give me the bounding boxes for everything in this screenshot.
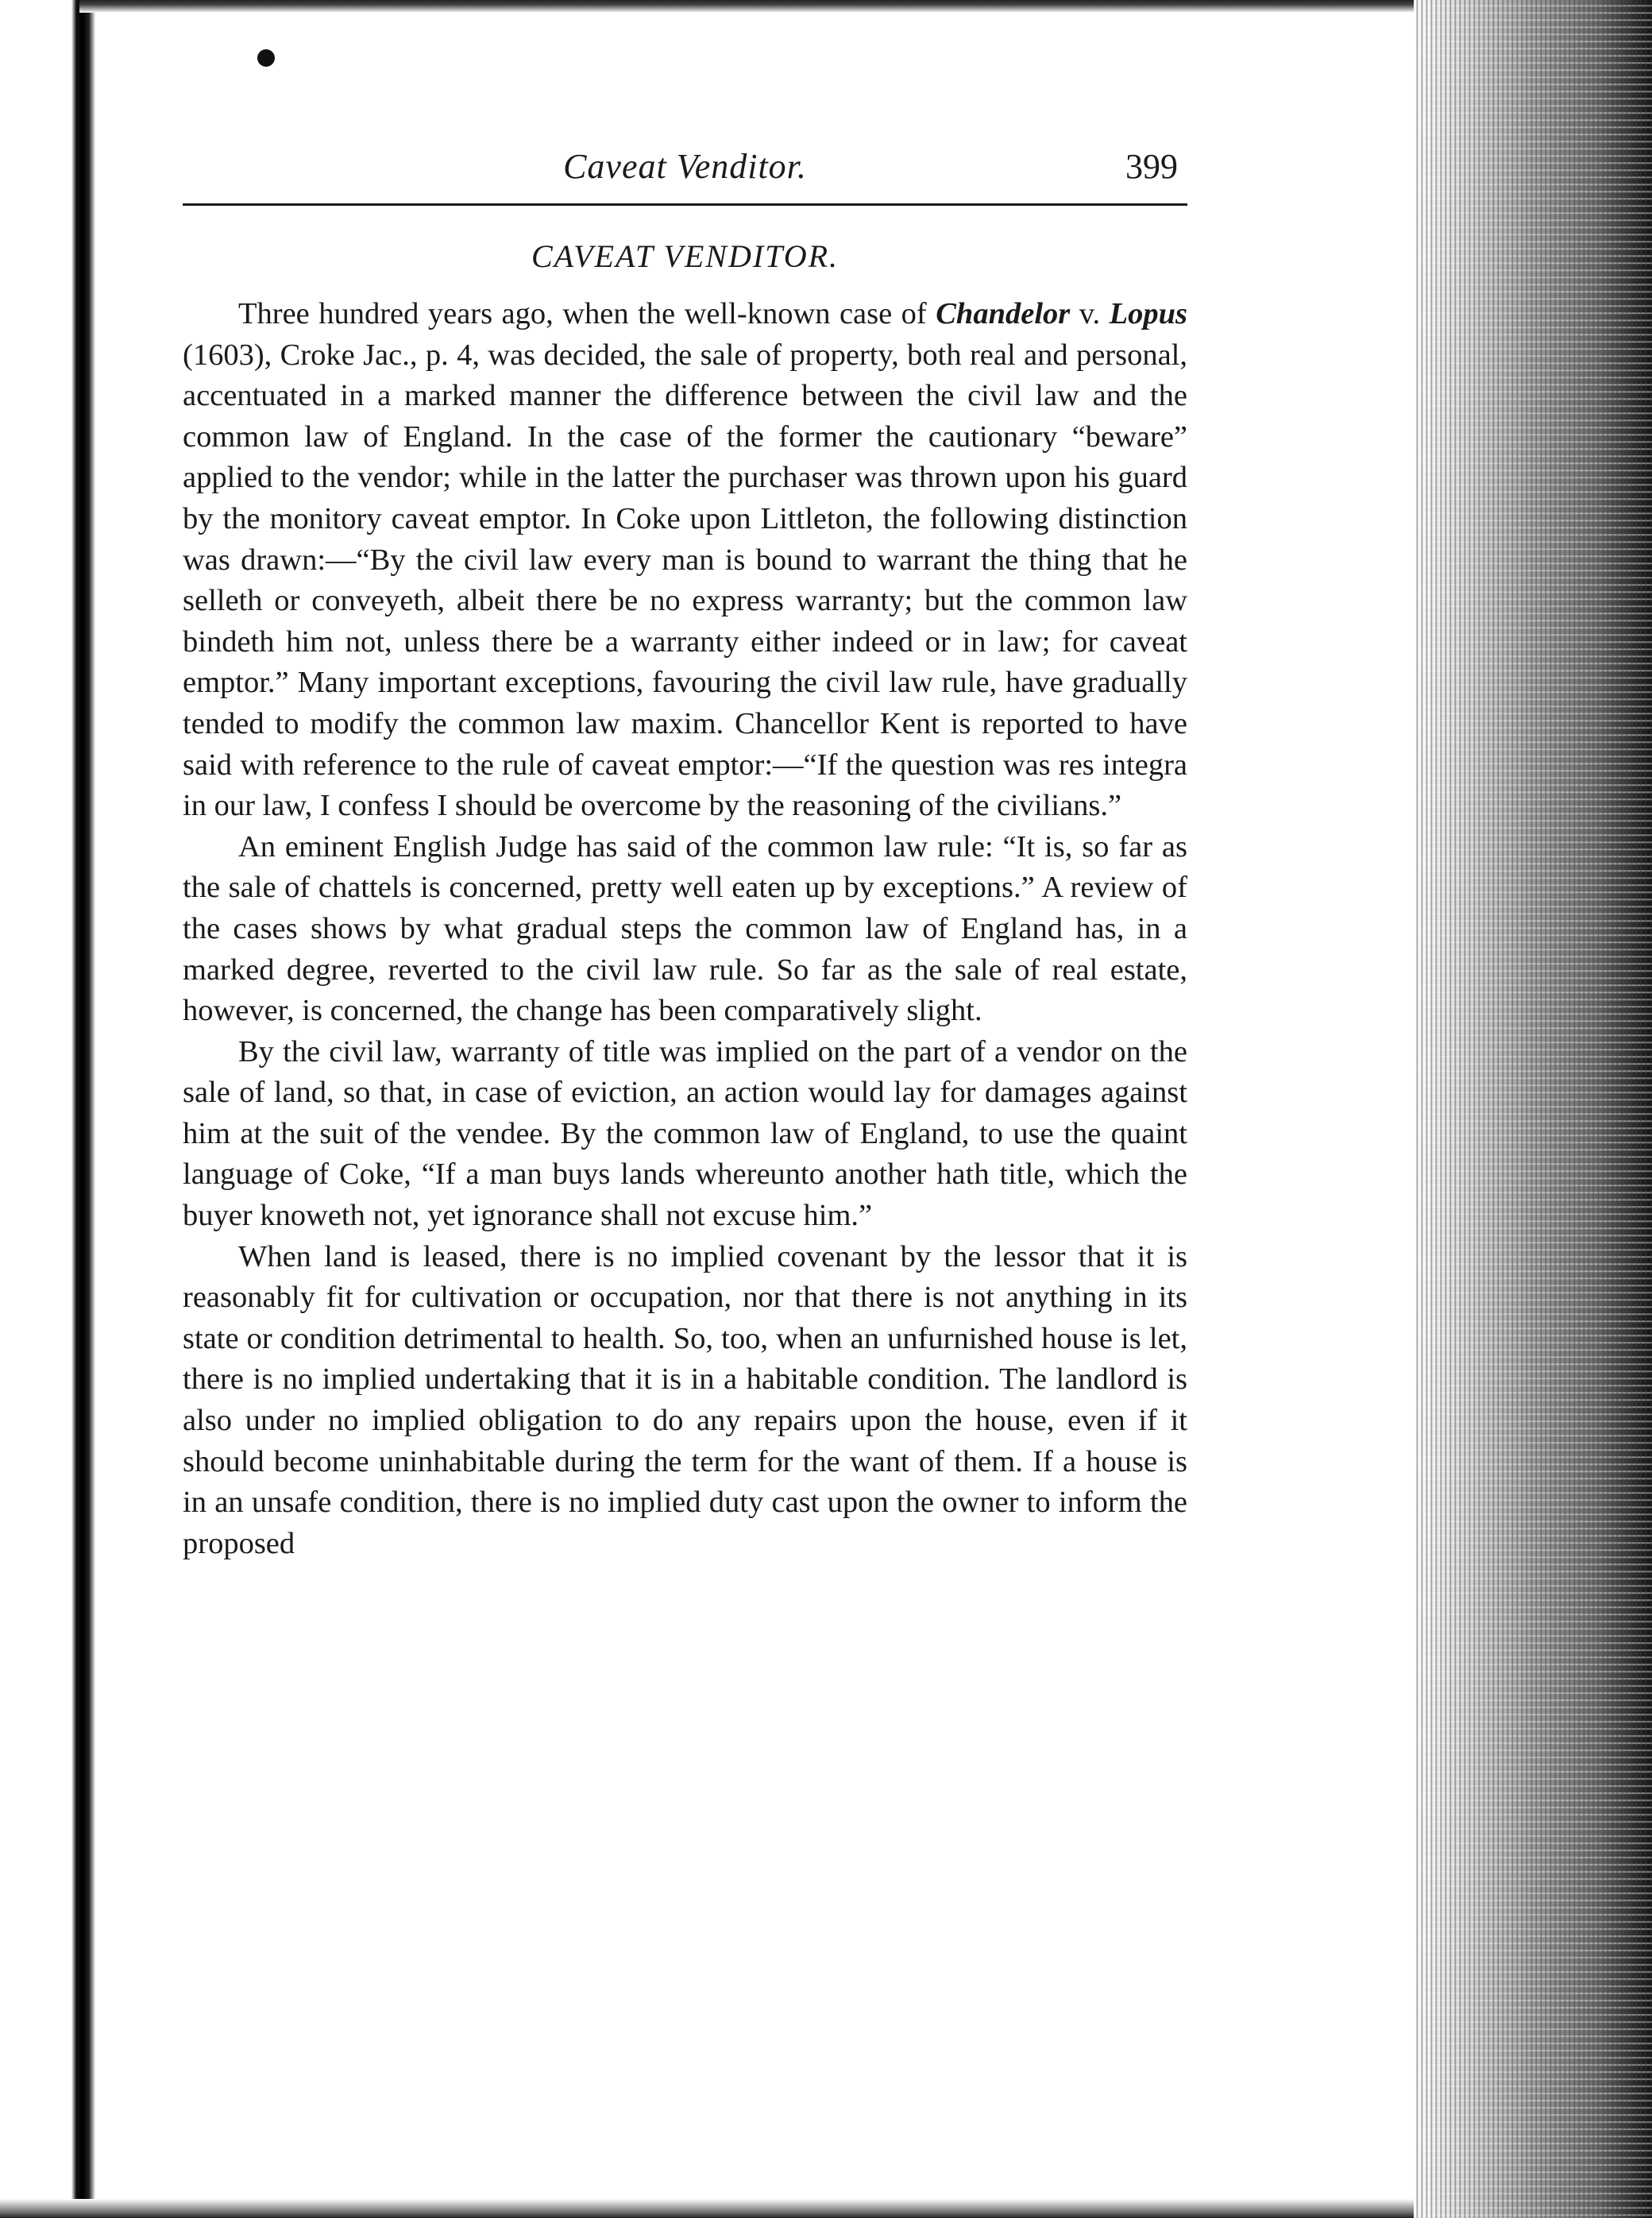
paragraph-1 — [183, 294, 1187, 827]
scan-bottom-edge — [0, 2199, 1509, 2218]
running-header — [183, 135, 1187, 206]
ink-blot — [257, 49, 275, 67]
book-page — [183, 135, 1187, 1564]
scan-top-edge — [79, 0, 1588, 13]
paragraph-1-lead: Three hundred years ago, when the well-known case of — [238, 297, 936, 330]
paragraph-4: When land is leased, there is no implied covenant by the lessor that it is reasonably fit for cultivation or occupation, nor that there is not anything in its state or condition detrimental to health. So, too, when an unfurnished house is let, there is no implied undertaking that it is in a habitable condition. The landlord is also under no implied obligation to do any repairs upon the house, even if it should become uninhabitable during the term for the want of them. If a house is in an unsafe condition, there is no implied duty cast upon the owner to inform the proposed — [183, 1239, 1187, 1560]
case-plaintiff: Chandelor — [936, 297, 1071, 330]
scan-page-edge-stack — [1414, 0, 1652, 2218]
case-versus: v. — [1070, 297, 1110, 330]
page-number: 399 — [1125, 147, 1178, 186]
running-title: Caveat Venditor. — [563, 147, 807, 186]
case-defendant: Lopus — [1109, 297, 1187, 330]
article-title: CAVEAT VENDITOR. — [531, 238, 840, 274]
paragraph-3: By the civil law, warranty of title was implied on the part of a vendor on the sale of land, so that, in case of eviction, an action would lay for damages against him at the suit of the vendee. By the common law of England, to use the quaint language of Coke, “If a man buys lands whereunto another hath title, which the buyer knoweth not, yet ignorance shall not excuse him.” — [183, 1034, 1187, 1233]
scan-binding-shadow — [0, 0, 95, 2218]
paragraph-1-rest: (1603), Croke Jac., p. 4, was decided, the sale of property, both real and personal, accentuated in a marked manner the difference between the civil law and the common law of England. In the case of the former the cautionary “beware” applied to the vendor; while in the latter the purchaser was thrown upon his guard by the monitory caveat emptor. In Coke upon Littleton, the following distinction was drawn:—“By the civil law every man is bound to warrant the thing that he selleth or conveyeth, albeit there be no express warranty; but the common law bindeth him not, unless there be a warranty either indeed or in law; for caveat emptor.” Many important exceptions, favouring the civil law rule, have gradually tended to modify the common law maxim. Chancellor Kent is reported to have said with reference to the rule of caveat emptor:—“If the question was res integra in our law, I confess I should be overcome by the reasoning of the civilians.” — [183, 338, 1187, 823]
paragraph-2: An eminent English Judge has said of the common law rule: “It is, so far as the sale of chattels is concerned, pretty well eaten up by exceptions.” A review of the cases shows by what gradual steps the common law of England has, in a marked degree, reverted to the civil law rule. So far as the sale of real estate, however, is concerned, the change has been comparatively slight. — [183, 829, 1187, 1028]
